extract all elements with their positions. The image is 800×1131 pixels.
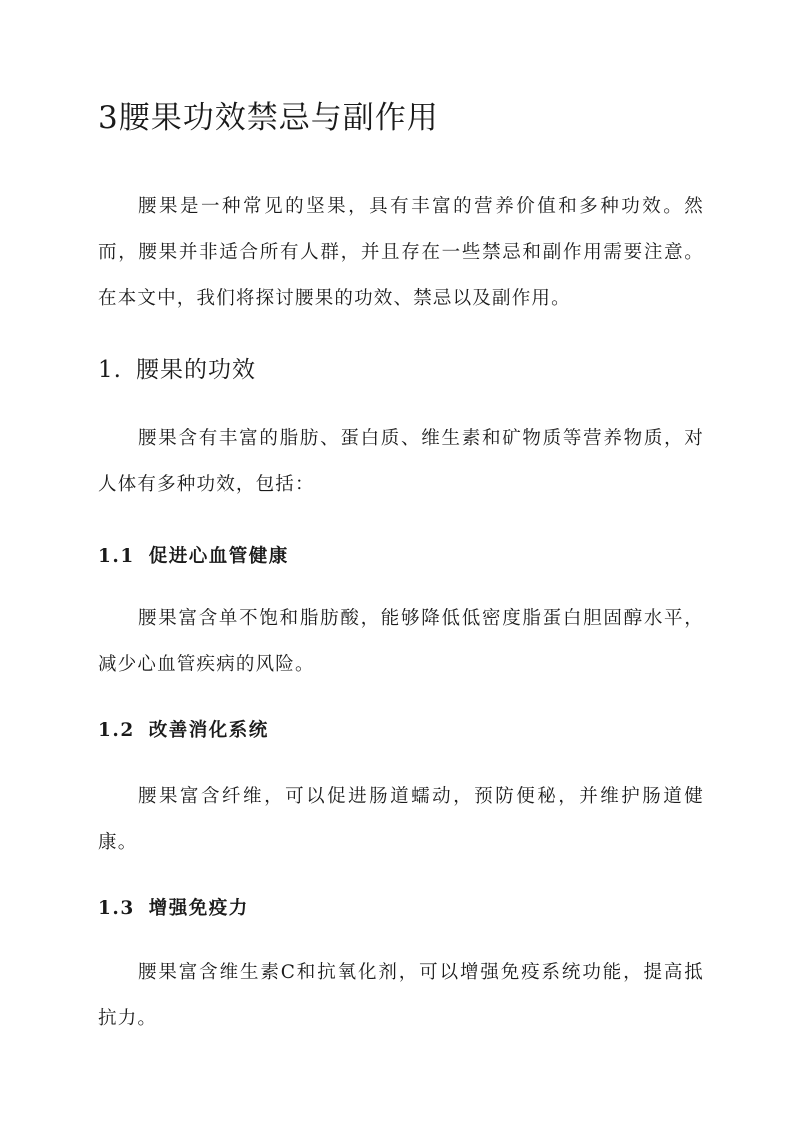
subsection-1-2-heading	[98, 717, 269, 745]
section-1-number: 1.	[98, 357, 122, 383]
intro-paragraph: 腰果是一种常见的坚果，具有丰富的营养价值和多种功效。然而，腰果并非适合所有人群，并且存在一些禁忌和副作用需要注意。在本文中，我们将探讨腰果的功效、禁忌以及副作用。	[98, 196, 704, 309]
subsection-1-2-paragraph: 腰果富含纤维，可以促进肠道蠕动，预防便秘，并维护肠道健康。	[98, 786, 704, 853]
subsection-1-3-number: 1.3	[98, 898, 135, 919]
subsection-1-1-number: 1.1	[98, 546, 135, 567]
subsection-1-1-heading	[98, 543, 289, 571]
subsection-1-3-heading	[98, 895, 249, 923]
section-1-title: 腰果的功效	[135, 357, 256, 383]
document-title: 3腰果功效禁忌与副作用	[98, 100, 439, 136]
subsection-1-1-title: 促进心血管健康	[148, 546, 289, 567]
section-1-heading	[98, 353, 256, 387]
section-1-paragraph: 腰果含有丰富的脂肪、蛋白质、维生素和矿物质等营养物质，对人体有多种功效，包括：	[98, 428, 704, 495]
subsection-1-1-paragraph: 腰果富含单不饱和脂肪酸，能够降低低密度脂蛋白胆固醇水平，减少心血管疾病的风险。	[98, 608, 704, 675]
subsection-1-2-title: 改善消化系统	[148, 720, 269, 741]
subsection-1-3-title: 增强免疫力	[148, 898, 249, 919]
subsection-1-2-number: 1.2	[98, 720, 135, 741]
subsection-1-3-paragraph: 腰果富含维生素C和抗氧化剂，可以增强免疫系统功能，提高抵抗力。	[98, 962, 704, 1029]
